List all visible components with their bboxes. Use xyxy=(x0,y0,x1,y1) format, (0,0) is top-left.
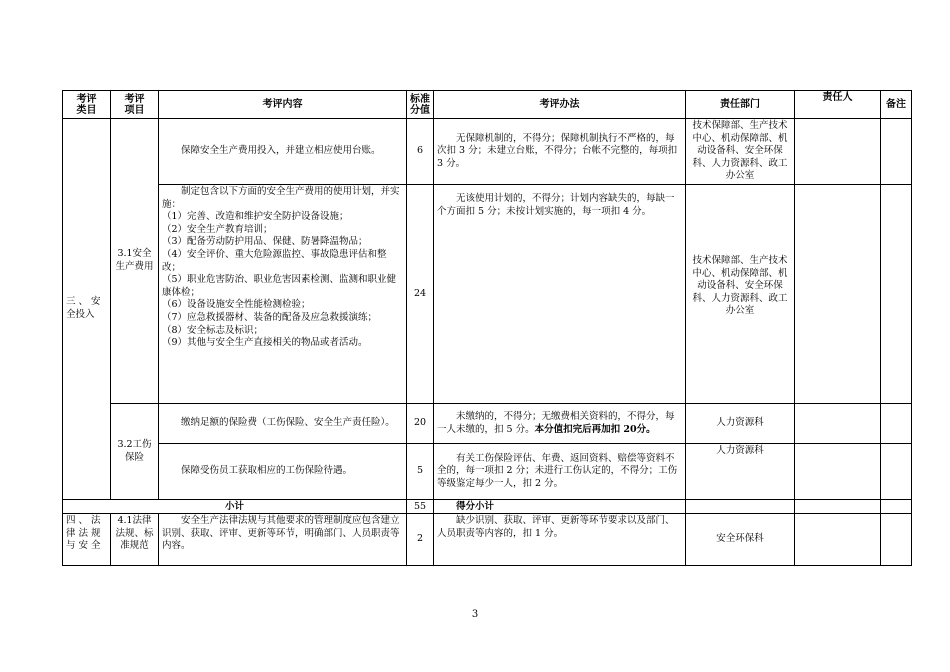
method-cell: 无保障机制的，不得分；保障机制执行不严格的，每次扣 3 分；未建立台账，不得分；台帐不完整的，每项扣 3 分。 xyxy=(434,119,686,185)
header-remark: 备注 xyxy=(881,91,912,119)
header-score: 标准 分值 xyxy=(407,91,434,119)
content-cell: 安全生产法律法规与其他要求的管理制度应包含建立识别、获取、评审、更新等环节，明确部门、人员职责等内容。 xyxy=(159,514,407,566)
remark-cell xyxy=(881,500,912,514)
header-content: 考评内容 xyxy=(159,91,407,119)
header-person: 责任人 xyxy=(795,91,881,119)
person-cell xyxy=(795,500,881,514)
remark-cell xyxy=(881,185,912,404)
category-cell-4: 四 、 法 律 法 规 与 安 全 xyxy=(63,514,111,566)
method-text: 未缴纳的，不得分；无缴费相关资料的，不得分，每一人未缴的，扣 5 分。 xyxy=(437,410,675,435)
evaluation-table-wrapper xyxy=(62,90,911,566)
person-cell xyxy=(795,185,881,404)
subtotal-label: 小计 xyxy=(63,500,407,514)
content-cell: 保障受伤员工获取相应的工伤保险待遇。 xyxy=(159,444,407,500)
table-row xyxy=(63,444,912,500)
remark-cell xyxy=(881,444,912,500)
dept-cell: 技术保障部、生产技术中心、机动保障部、机动设备科、安全环保科、人力资源科、政工办公室 xyxy=(686,185,795,404)
content-cell: 保障安全生产费用投入，并建立相应使用台账。 xyxy=(159,119,407,185)
header-category: 考评 类目 xyxy=(63,91,111,119)
dept-cell: 人力资源科 xyxy=(686,444,795,500)
person-cell xyxy=(795,514,881,566)
table-header-row xyxy=(63,91,912,119)
person-cell xyxy=(795,119,881,185)
item-cell-3-1: 3.1安全 生产费用 xyxy=(111,119,159,404)
subtotal-row xyxy=(63,500,912,514)
method-cell: 有关工伤保险评估、年费、返回资料、赔偿等资料不全的，每一项扣 2 分；未进行工伤认定的，不得分；工伤等级鉴定每少一人，扣 2 分。 xyxy=(434,444,686,500)
table-row xyxy=(63,514,912,566)
person-cell xyxy=(795,404,881,444)
person-cell xyxy=(795,444,881,500)
method-bold-text: 本分值扣完后再加扣 20分。 xyxy=(534,423,656,435)
subtotal-score: 55 xyxy=(407,500,434,514)
remark-cell xyxy=(881,119,912,185)
method-cell: 缺少识别、获取、评审、更新等环节要求以及部门、人员职责等内容的，扣 1 分。 xyxy=(434,514,686,566)
score-cell: 6 xyxy=(407,119,434,185)
score-cell: 5 xyxy=(407,444,434,500)
method-cell xyxy=(434,404,686,444)
method-cell: 无该使用计划的，不得分；计划内容缺失的，每缺一个方面扣 5 分；未按计划实施的，每一项扣 4 分。 xyxy=(434,185,686,404)
table-row xyxy=(63,185,912,404)
remark-cell xyxy=(881,404,912,444)
table-row xyxy=(63,404,912,444)
page-number: 3 xyxy=(471,609,479,620)
content-cell: 缴纳足额的保险费（工伤保险、安全生产责任险）。 xyxy=(159,404,407,444)
score-cell: 20 xyxy=(407,404,434,444)
score-cell: 2 xyxy=(407,514,434,566)
item-cell-3-2: 3.2工伤 保险 xyxy=(111,404,159,500)
category-cell-3: 三 、 安 全投入 xyxy=(63,119,111,500)
subtotal-got: 得分小计 xyxy=(434,500,686,514)
dept-cell xyxy=(686,500,795,514)
evaluation-table xyxy=(62,90,912,566)
header-method: 考评办法 xyxy=(434,91,686,119)
dept-cell: 安全环保科 xyxy=(686,514,795,566)
item-cell-4-1: 4.1法律 法规、标 准规范 xyxy=(111,514,159,566)
score-cell: 24 xyxy=(407,185,434,404)
header-item: 考评 项目 xyxy=(111,91,159,119)
remark-cell xyxy=(881,514,912,566)
content-cell: 制定包含以下方面的安全生产费用的使用计划，并实施： （1）完善、改造和维护安全防护设备设施； （2）安全生产教育培训； （3）配备劳动防护用品、保健、防暑降温物品； （4）安全评价、重大危险源监控、事故隐患评估和整改； （5）职业危害防治、职业危害因素检测、监测和职业健康体检； （6）设备设施安全性能检测检验； （7）应急救援器材、装备的配备及应急救援演练； （8）安全标志及标识； （9）其他与安全生产直接相关的物品或者活动。 xyxy=(159,185,407,404)
dept-cell: 人力资源科 xyxy=(686,404,795,444)
dept-cell: 技术保障部、生产技术中心、机动保障部、机动设备科、安全环保科、人力资源科、政工办公室 xyxy=(686,119,795,185)
header-dept: 责任部门 xyxy=(686,91,795,119)
table-row xyxy=(63,119,912,185)
